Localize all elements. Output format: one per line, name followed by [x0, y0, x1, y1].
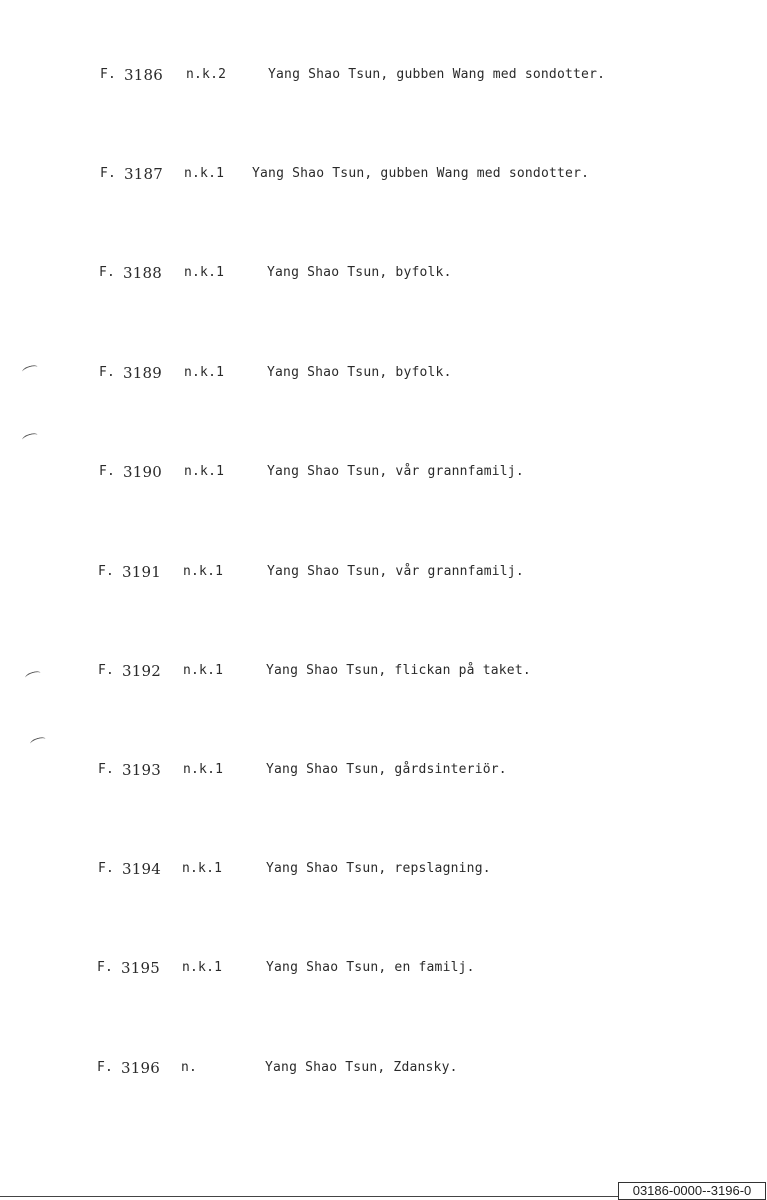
archive-code-label: 03186-0000--3196-0 — [618, 1182, 766, 1200]
margin-tick-mark — [21, 432, 38, 444]
entry-code: n.k.1 — [184, 265, 225, 280]
entry-description: Yang Shao Tsun, gubben Wang med sondotter. — [268, 67, 606, 82]
entry-number: 3193 — [122, 761, 161, 779]
entry-number: 3192 — [122, 662, 161, 680]
entry-3194 — [0, 857, 767, 881]
entry-number: 3188 — [123, 264, 162, 282]
entry-code: n.k.1 — [183, 762, 224, 777]
entry-number: 3196 — [121, 1059, 160, 1077]
entry-3188 — [0, 261, 767, 285]
entry-number: 3194 — [122, 860, 161, 878]
bottom-rule-line — [0, 1196, 620, 1197]
entry-prefix: F. — [98, 762, 115, 777]
entry-description: Yang Shao Tsun, byfolk. — [267, 265, 452, 280]
entry-3196 — [0, 1056, 767, 1080]
entry-number: 3187 — [124, 165, 163, 183]
entry-prefix: F. — [99, 365, 116, 380]
entry-3191 — [0, 560, 767, 584]
entry-3187 — [0, 162, 767, 186]
entry-prefix: F. — [98, 564, 115, 579]
entry-code: n.k.1 — [182, 960, 223, 975]
entry-description: Yang Shao Tsun, Zdansky. — [265, 1060, 458, 1075]
entry-prefix: F. — [99, 265, 116, 280]
entry-3193 — [0, 758, 767, 782]
entry-3186 — [0, 63, 767, 87]
entry-number: 3190 — [123, 463, 162, 481]
entry-prefix: F. — [98, 663, 115, 678]
entry-code: n.k.1 — [182, 861, 223, 876]
entry-code: n.k.2 — [186, 67, 227, 82]
entry-number: 3189 — [123, 364, 162, 382]
entry-3195 — [0, 956, 767, 980]
entry-prefix: F. — [100, 67, 117, 82]
entry-code: n.k.1 — [183, 564, 224, 579]
entry-description: Yang Shao Tsun, flickan på taket. — [266, 663, 531, 678]
entry-number: 3195 — [121, 959, 160, 977]
entry-prefix: F. — [100, 166, 117, 181]
entry-description: Yang Shao Tsun, gårdsinteriör. — [266, 762, 507, 777]
entry-prefix: F. — [97, 1060, 114, 1075]
entry-code: n.k.1 — [184, 365, 225, 380]
entry-3189 — [0, 361, 767, 385]
entry-description: Yang Shao Tsun, gubben Wang med sondotter. — [252, 166, 590, 181]
entry-number: 3191 — [122, 563, 161, 581]
entry-number: 3186 — [124, 66, 163, 84]
entry-description: Yang Shao Tsun, en familj. — [266, 960, 475, 975]
entry-3192 — [0, 659, 767, 683]
entry-description: Yang Shao Tsun, repslagning. — [266, 861, 491, 876]
entry-3190 — [0, 460, 767, 484]
entry-code: n.k.1 — [184, 464, 225, 479]
entry-description: Yang Shao Tsun, byfolk. — [267, 365, 452, 380]
entry-prefix: F. — [97, 960, 114, 975]
entry-prefix: F. — [98, 861, 115, 876]
entry-code: n.k.1 — [184, 166, 225, 181]
entry-description: Yang Shao Tsun, vår grannfamilj. — [267, 564, 524, 579]
entry-code: n. — [181, 1060, 198, 1075]
margin-tick-mark — [29, 736, 46, 748]
entry-description: Yang Shao Tsun, vår grannfamilj. — [267, 464, 524, 479]
entry-code: n.k.1 — [183, 663, 224, 678]
entry-prefix: F. — [99, 464, 116, 479]
